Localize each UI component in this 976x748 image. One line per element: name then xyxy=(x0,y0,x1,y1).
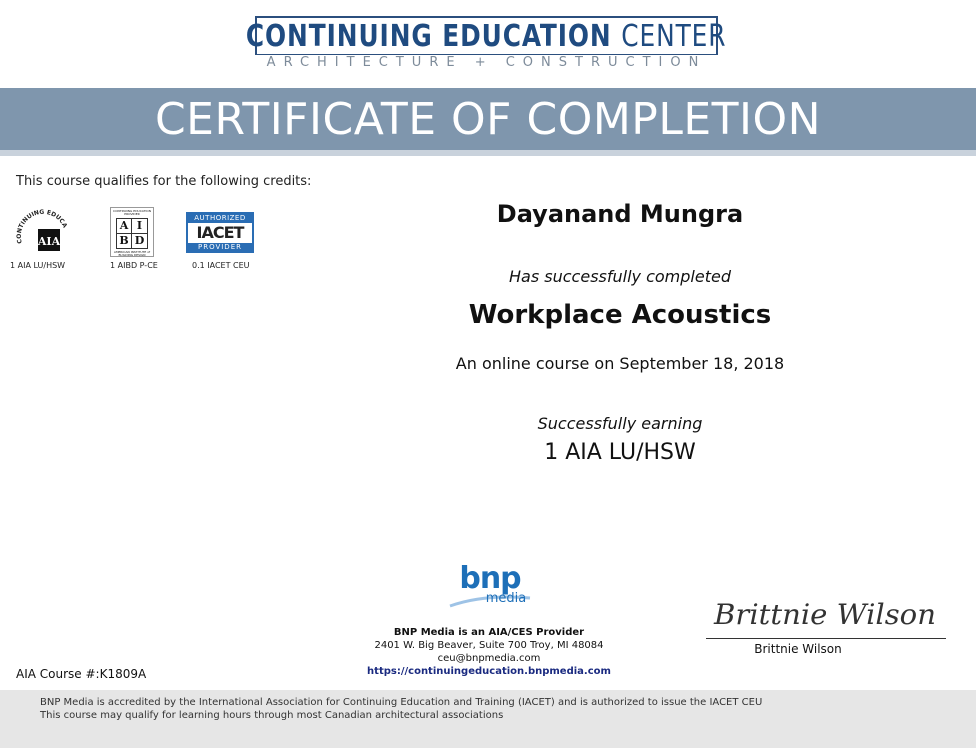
bnp-logo-text: bnp xyxy=(459,561,521,596)
recipient-name: Dayanand Mungra xyxy=(496,200,744,228)
title-banner xyxy=(0,88,976,150)
certificate-title: CERTIFICATE OF COMPLETION xyxy=(154,93,822,145)
svg-text:AIA: AIA xyxy=(37,235,61,248)
aibd-top-text: CONTINUING EDUCATION PROVIDER xyxy=(113,209,151,216)
aibd-letter: B xyxy=(117,234,132,248)
earning-value: 1 AIA LU/HSW xyxy=(544,440,696,465)
footer-text xyxy=(40,696,762,722)
aibd-bottom-text: AMERICAN INSTITUTE of BUILDING DESIGN xyxy=(113,250,151,257)
aibd-letter: I xyxy=(132,219,147,234)
logo-subtitle: ARCHITECTURE + CONSTRUCTION xyxy=(255,55,718,71)
iacet-credit-caption: 0.1 IACET CEU xyxy=(192,261,250,270)
aia-credit-caption: 1 AIA LU/HSW xyxy=(10,261,66,270)
seal-ring-text: CONTINUING EDUCA xyxy=(15,208,68,245)
earning-label: Successfully earning xyxy=(537,414,703,433)
logo-title xyxy=(246,19,727,54)
iacet-bottom-text: PROVIDER xyxy=(188,243,252,251)
logo-title-light: CENTER xyxy=(621,18,727,54)
footer-line-2: This course may qualify for learning hours through most Canadian architectural associations xyxy=(40,710,504,721)
signature-image xyxy=(712,594,944,634)
media-logo-text: media xyxy=(485,591,527,606)
cec-logo xyxy=(246,16,727,56)
aia-seal-badge xyxy=(12,207,68,257)
footer-line-1: BNP Media is accredited by the International Association for Continuing Education and Training (IACET) and is authorized to issue the IACET CEU xyxy=(40,697,763,708)
aibd-logo-icon xyxy=(110,207,154,257)
aibd-letter: A xyxy=(117,219,132,234)
aibd-letter: D xyxy=(134,234,145,247)
bnp-media-logo-icon xyxy=(444,558,534,608)
signature-script: Brittnie Wilson xyxy=(712,598,936,631)
aia-continuing-education-seal-icon xyxy=(12,207,68,257)
logo-title-bold: CONTINUING EDUCATION xyxy=(246,18,612,54)
aibd-credit-caption: 1 AIBD P-CE xyxy=(110,261,158,270)
iacet-mid-text: IACET xyxy=(196,223,244,242)
iacet-provider-icon xyxy=(186,212,254,253)
provider-email: ceu@bnpmedia.com xyxy=(437,653,541,664)
completed-text: Has successfully completed xyxy=(509,267,731,286)
credits-intro: This course qualifies for the following credits: xyxy=(16,174,312,189)
banner-divider xyxy=(0,150,976,156)
course-title: Workplace Acoustics xyxy=(468,300,772,330)
provider-link[interactable]: https://continuingeducation.bnpmedia.com xyxy=(367,666,611,677)
iacet-top-text: AUTHORIZED xyxy=(188,214,252,223)
provider-info xyxy=(340,626,638,678)
course-number: AIA Course #:K1809A xyxy=(16,667,147,681)
signatory-name: Brittnie Wilson xyxy=(754,642,842,656)
course-date-line: An online course on September 18, 2018 xyxy=(455,354,785,373)
provider-address: 2401 W. Big Beaver, Suite 700 Troy, MI 48084 xyxy=(374,640,604,651)
provider-line-1: BNP Media is an AIA/CES Provider xyxy=(393,627,585,638)
signature-line xyxy=(706,638,946,639)
